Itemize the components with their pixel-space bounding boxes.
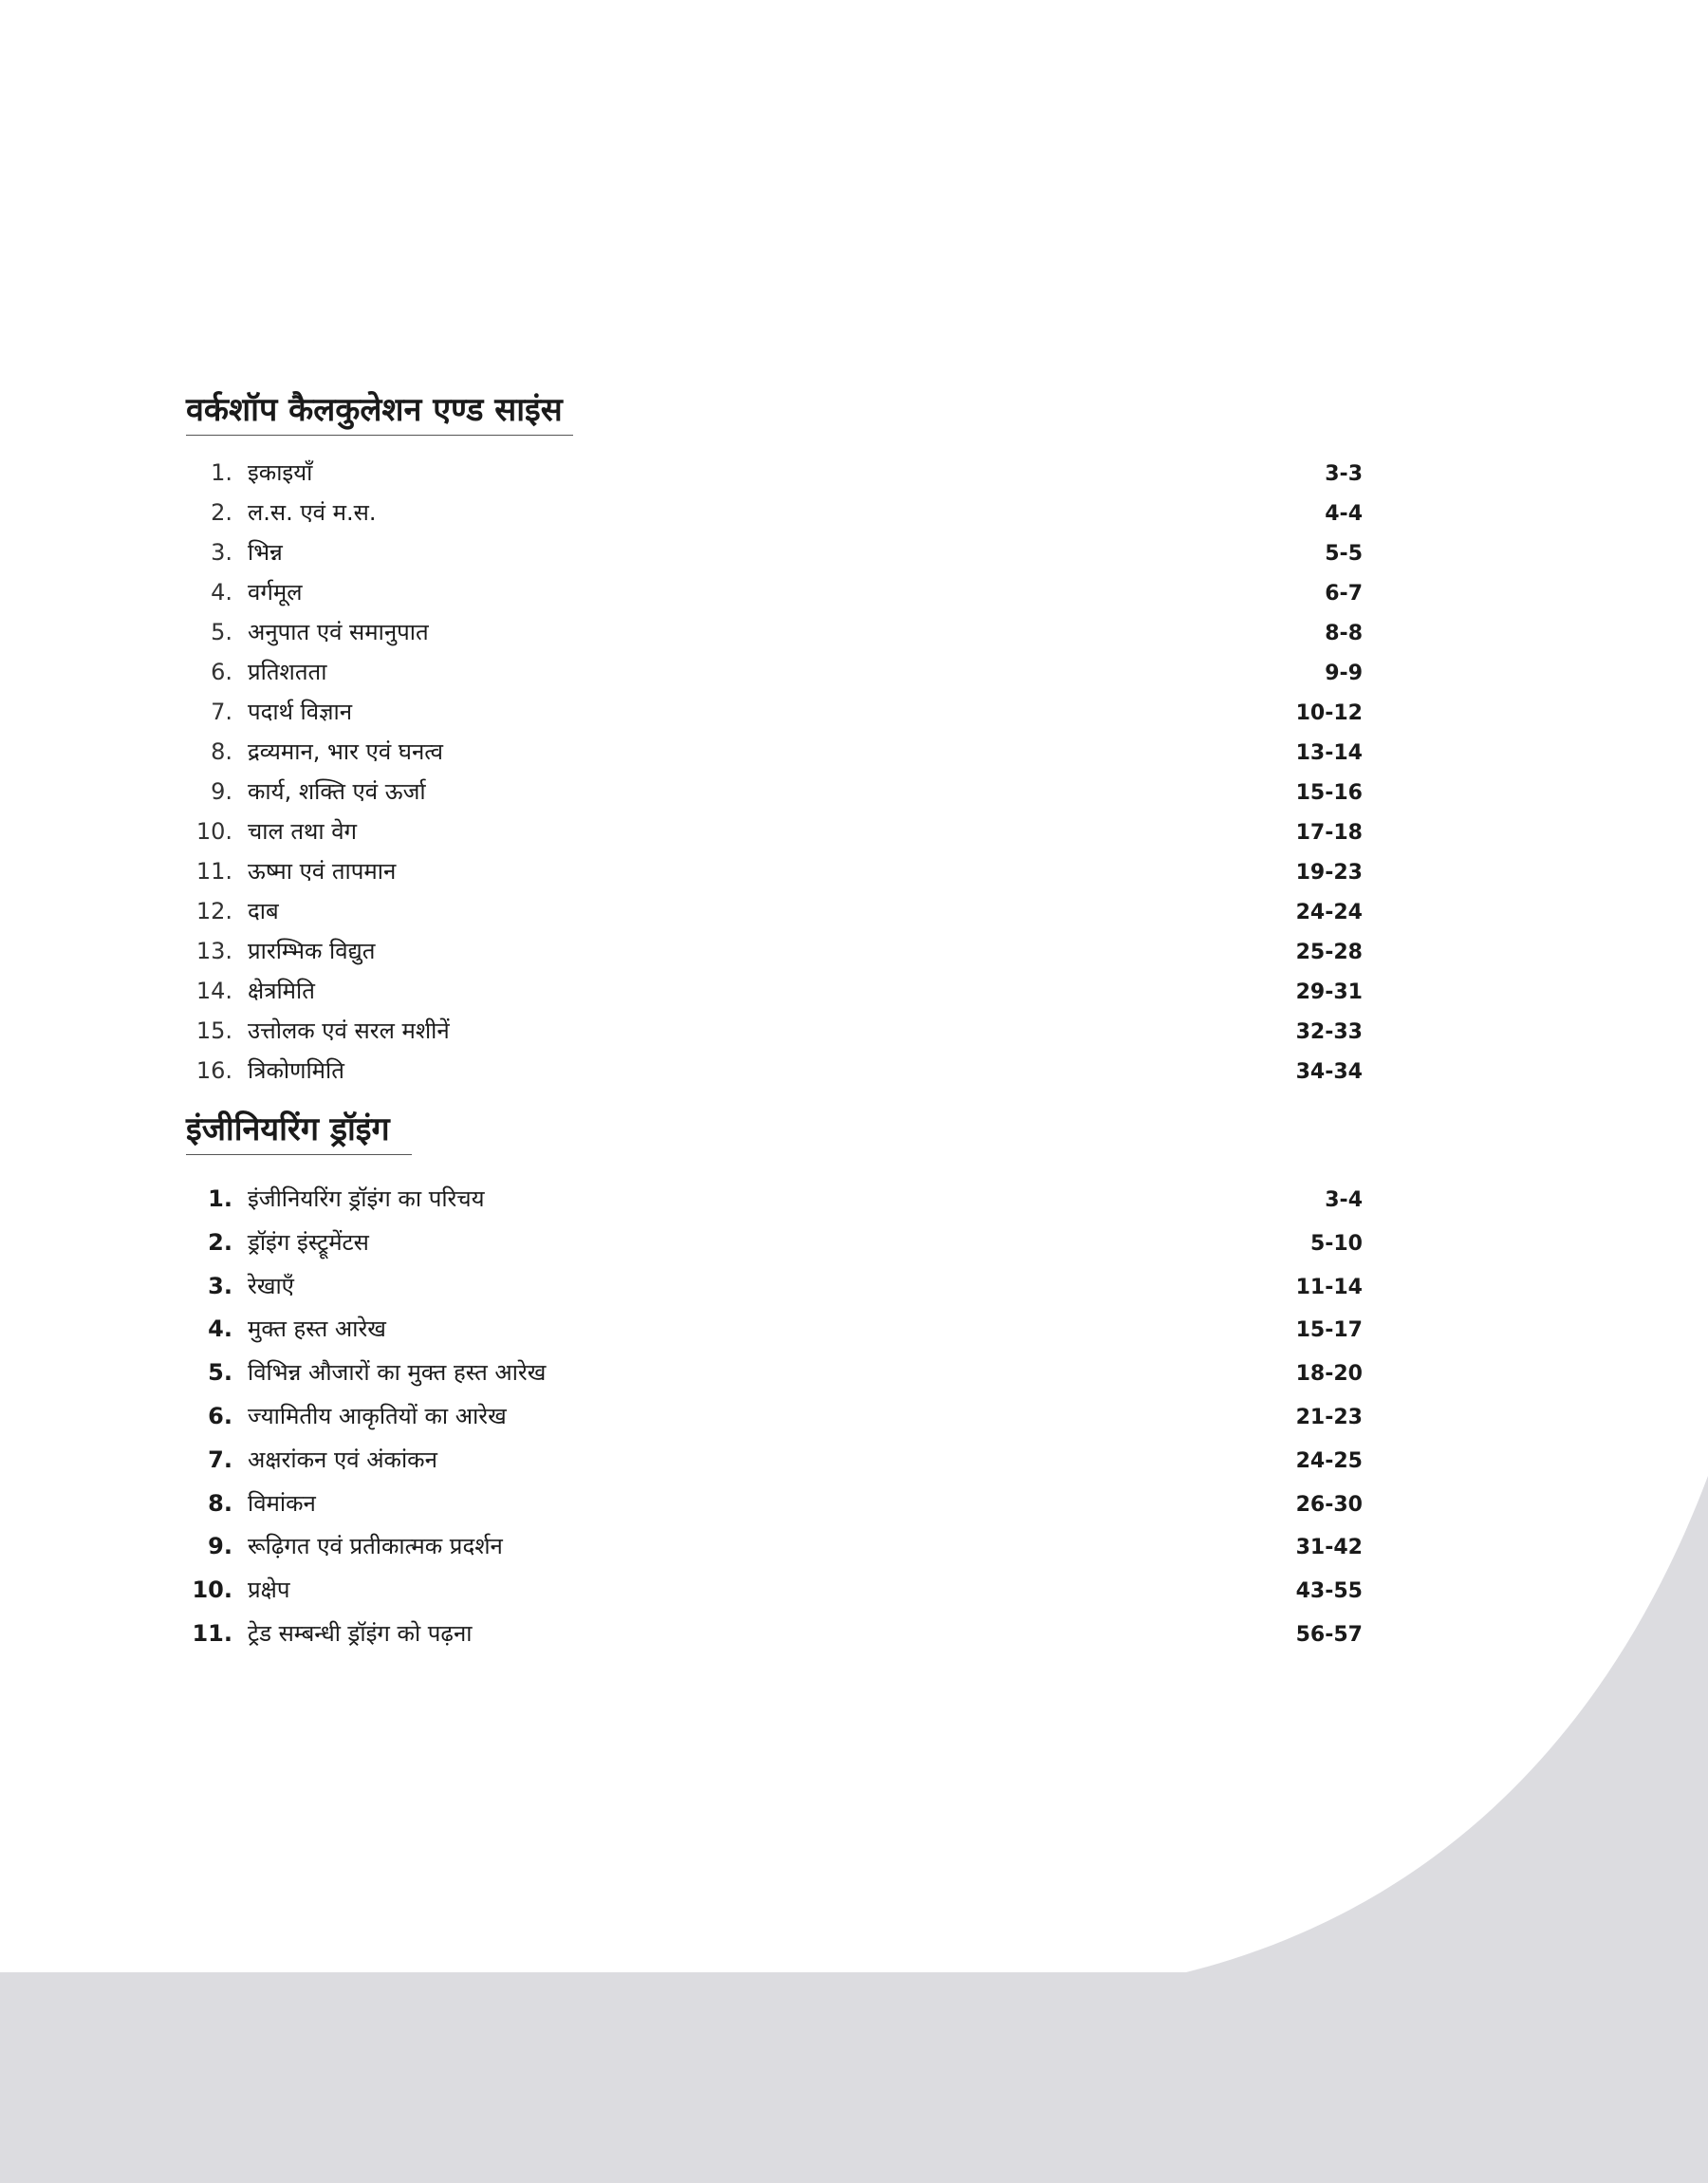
entry-number: 2. xyxy=(211,499,232,526)
entry-page-range: 13-14 xyxy=(1295,741,1363,765)
section-heading: इंजीनियरिंग ड्रॉइंग xyxy=(186,1105,412,1155)
toc-entry[interactable] xyxy=(186,1613,1363,1656)
entry-title: विमांकन xyxy=(248,1489,316,1517)
entry-title: क्षेत्रमिति xyxy=(248,978,315,1004)
entry-number: 14. xyxy=(195,978,232,1004)
entry-title: वर्गमूल xyxy=(248,579,303,606)
toc-entry[interactable] xyxy=(186,1265,1363,1309)
entry-title: ऊष्मा एवं तापमान xyxy=(248,858,397,885)
entry-title: रेखाएँ xyxy=(248,1272,294,1299)
entry-page-range: 24-24 xyxy=(1295,901,1363,924)
entry-title: चाल तथा वेग xyxy=(248,818,358,845)
entry-number: 4. xyxy=(211,579,232,606)
entry-page-range: 26-30 xyxy=(1295,1492,1363,1517)
entry-page-range: 3-4 xyxy=(1325,1188,1363,1212)
entry-page-range: 31-42 xyxy=(1295,1536,1363,1560)
entry-number: 10. xyxy=(192,1577,232,1604)
entry-title: प्रतिशतता xyxy=(248,659,327,685)
toc-entry[interactable] xyxy=(186,532,1363,572)
entry-title: उत्तोलक एवं सरल मशीनें xyxy=(248,1017,450,1044)
entry-title: भिन्न xyxy=(248,539,283,566)
toc-entry[interactable] xyxy=(186,493,1363,532)
entry-title: कार्य, शक्ति एवं ऊर्जा xyxy=(248,778,426,805)
toc-section-workshop-calculation xyxy=(186,385,1363,1091)
entry-number: 7. xyxy=(211,699,232,725)
entry-page-range: 4-4 xyxy=(1325,502,1363,526)
entry-title: मुक्त हस्त आरेख xyxy=(248,1315,386,1343)
entry-title: ज्यामितीय आकृतियों का आरेख xyxy=(248,1402,507,1429)
toc-entry[interactable] xyxy=(186,891,1363,931)
entry-page-range: 10-12 xyxy=(1295,701,1363,725)
entry-number: 8. xyxy=(211,738,232,765)
entry-title: ड्रॉइंग इंस्ट्रूमेंटस xyxy=(248,1228,369,1256)
entry-number: 1. xyxy=(208,1185,232,1212)
entry-page-range: 56-57 xyxy=(1295,1622,1363,1647)
entry-number: 16. xyxy=(195,1057,232,1084)
entry-title: अनुपात एवं समानुपात xyxy=(248,619,429,645)
toc-entry[interactable] xyxy=(186,971,1363,1011)
toc-list xyxy=(186,1178,1363,1656)
entry-number: 15. xyxy=(195,1017,232,1044)
entry-title: पदार्थ विज्ञान xyxy=(248,699,353,725)
section-heading: वर्कशॉप कैलकुलेशन एण्ड साइंस xyxy=(186,385,573,436)
entry-page-range: 32-33 xyxy=(1295,1020,1363,1044)
toc-entry[interactable] xyxy=(186,1051,1363,1091)
entry-page-range: 25-28 xyxy=(1295,941,1363,964)
entry-page-range: 3-3 xyxy=(1325,462,1363,486)
toc-entry[interactable] xyxy=(186,1308,1363,1352)
entry-title: प्रक्षेप xyxy=(248,1577,290,1604)
toc-entry[interactable] xyxy=(186,732,1363,772)
toc-entry[interactable] xyxy=(186,851,1363,891)
entry-page-range: 15-16 xyxy=(1295,781,1363,805)
toc-entry[interactable] xyxy=(186,1178,1363,1222)
entry-title: ल.स. एवं म.स. xyxy=(248,499,377,526)
entry-page-range: 11-14 xyxy=(1295,1275,1363,1299)
entry-number: 11. xyxy=(192,1619,232,1647)
entry-number: 2. xyxy=(208,1228,232,1256)
entry-title: अक्षरांकन एवं अंकांकन xyxy=(248,1446,437,1473)
entry-page-range: 29-31 xyxy=(1295,980,1363,1004)
entry-page-range: 34-34 xyxy=(1295,1060,1363,1084)
toc-entry[interactable] xyxy=(186,652,1363,692)
entry-page-range: 18-20 xyxy=(1295,1362,1363,1387)
toc-entry[interactable] xyxy=(186,692,1363,732)
entry-page-range: 15-17 xyxy=(1295,1318,1363,1343)
toc-entry[interactable] xyxy=(186,1222,1363,1265)
toc-list xyxy=(186,453,1363,1091)
toc-entry[interactable] xyxy=(186,812,1363,851)
toc-entry[interactable] xyxy=(186,1395,1363,1439)
entry-title: प्रारम्भिक विद्युत xyxy=(248,938,376,964)
entry-number: 9. xyxy=(208,1533,232,1560)
entry-page-range: 5-5 xyxy=(1325,542,1363,566)
entry-number: 10. xyxy=(195,818,232,845)
toc-entry[interactable] xyxy=(186,772,1363,812)
entry-page-range: 9-9 xyxy=(1325,662,1363,685)
toc-entry[interactable] xyxy=(186,1011,1363,1051)
entry-number: 13. xyxy=(195,938,232,964)
toc-entry[interactable] xyxy=(186,931,1363,971)
toc-entry[interactable] xyxy=(186,453,1363,493)
toc-entry[interactable] xyxy=(186,1483,1363,1526)
toc-entry[interactable] xyxy=(186,1352,1363,1395)
entry-title: रूढ़िगत एवं प्रतीकात्मक प्रदर्शन xyxy=(248,1533,503,1560)
entry-page-range: 5-10 xyxy=(1309,1231,1363,1256)
entry-number: 3. xyxy=(208,1272,232,1299)
entry-page-range: 6-7 xyxy=(1325,582,1363,606)
entry-page-range: 21-23 xyxy=(1295,1405,1363,1429)
entry-page-range: 17-18 xyxy=(1295,821,1363,845)
toc-entry[interactable] xyxy=(186,1525,1363,1569)
entry-page-range: 8-8 xyxy=(1325,622,1363,645)
entry-number: 6. xyxy=(208,1402,232,1429)
entry-number: 4. xyxy=(208,1315,232,1343)
entry-number: 11. xyxy=(195,858,232,885)
entry-number: 1. xyxy=(211,459,232,486)
entry-number: 5. xyxy=(211,619,232,645)
entry-page-range: 19-23 xyxy=(1295,861,1363,885)
entry-title: द्रव्यमान, भार एवं घनत्व xyxy=(248,738,444,765)
toc-section-engineering-drawing xyxy=(186,1105,1363,1656)
entry-number: 3. xyxy=(211,539,232,566)
toc-entry[interactable] xyxy=(186,1439,1363,1483)
entry-title: त्रिकोणमिति xyxy=(248,1057,344,1084)
entry-number: 12. xyxy=(195,898,232,924)
entry-number: 6. xyxy=(211,659,232,685)
entry-title: इकाइयाँ xyxy=(248,459,313,486)
entry-page-range: 43-55 xyxy=(1295,1579,1363,1604)
entry-page-range: 24-25 xyxy=(1295,1448,1363,1473)
toc-entry[interactable] xyxy=(186,572,1363,612)
entry-title: इंजीनियरिंग ड्रॉइंग का परिचय xyxy=(248,1185,485,1212)
entry-title: ट्रेड सम्बन्धी ड्रॉइंग को पढ़ना xyxy=(248,1619,473,1647)
entry-number: 9. xyxy=(211,778,232,805)
entry-number: 8. xyxy=(208,1489,232,1517)
toc-entry[interactable] xyxy=(186,1569,1363,1613)
entry-title: विभिन्न औजारों का मुक्त हस्त आरेख xyxy=(248,1359,547,1387)
entry-number: 5. xyxy=(208,1359,232,1387)
entry-number: 7. xyxy=(208,1446,232,1473)
toc-entry[interactable] xyxy=(186,612,1363,652)
entry-title: दाब xyxy=(248,898,279,924)
